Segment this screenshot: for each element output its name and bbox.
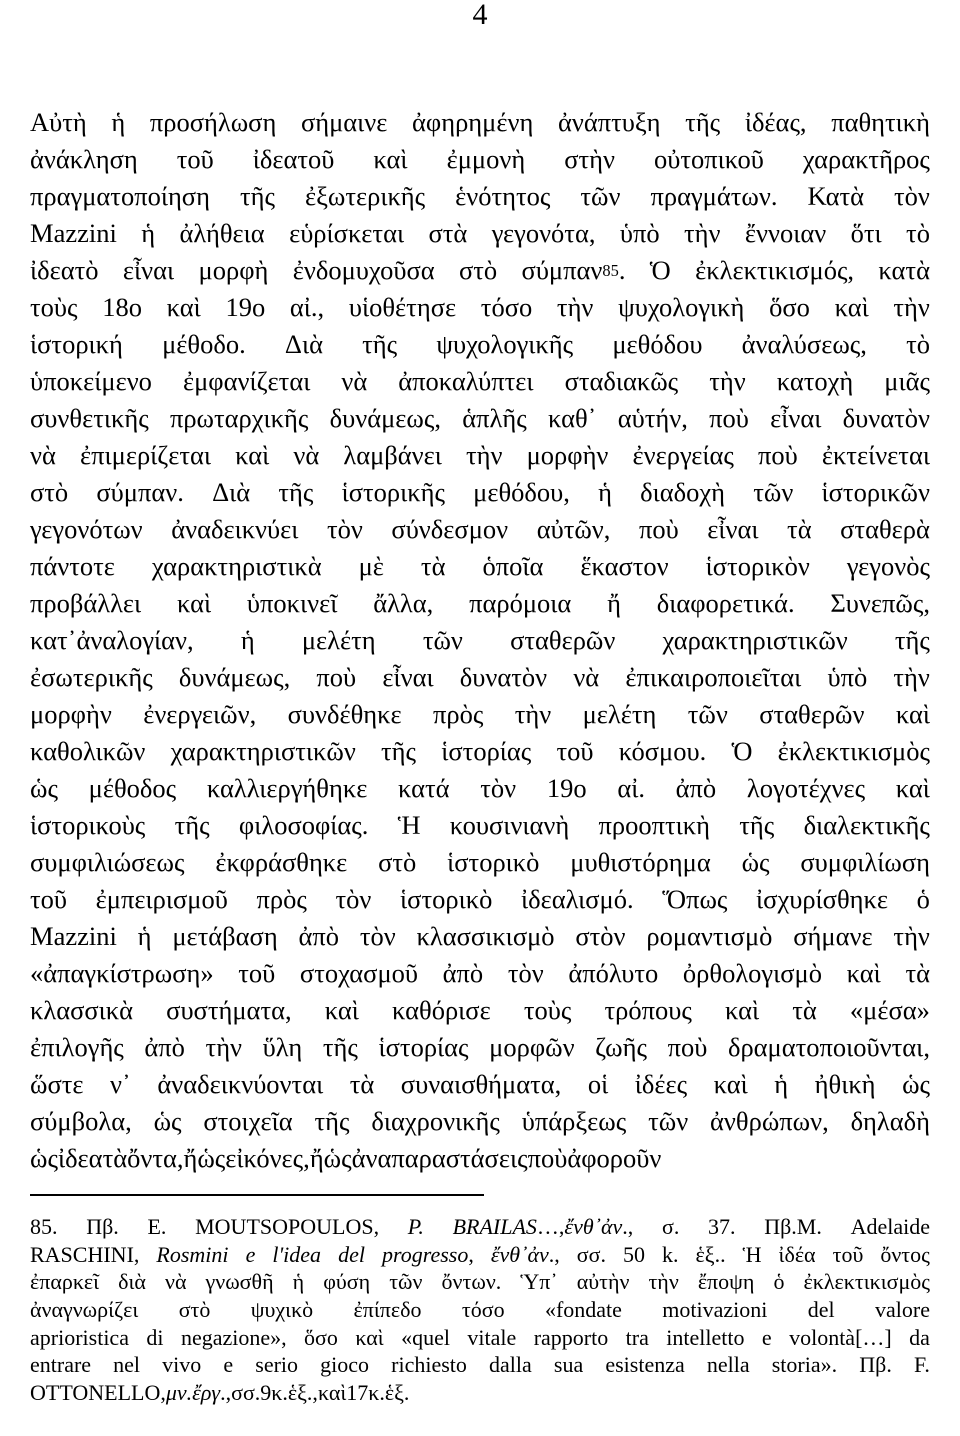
body-line: τοῦ ἐμπειρισμοῦ πρὸς τὸν ἱστορικὸ ἰδεαλισμό. Ὅπως ἰσχυρίσθηκε ὁ [30, 884, 930, 914]
body-line: ὡς μέθοδος καλλιεργήθηκε κατά τὸν 19ο αἰ. ἀπὸ λογοτέχνες καὶ [30, 773, 930, 803]
body-line: συμφιλιώσεως ἐκφράσθηκε στὸ ἱστορικὸ μυθιστόρημα ὡς συμφιλίωση [30, 847, 930, 877]
body-line: νὰ ἐπιμερίζεται καὶ νὰ λαμβάνει τὴν μορφὴν ἐνεργείας ποὺ ἐκτείνεται [30, 440, 930, 470]
body-line: κατ᾽ἀναλογίαν, ἡ μελέτη τῶν σταθερῶν χαρακτηριστικῶν τῆς [30, 625, 930, 655]
body-line: Mazzini ἡ μετάβαση ἀπὸ τὸν κλασσικισμὸ στὸν ρομαντισμὸ σήμανε τὴν [30, 921, 930, 951]
body-line: ἐπιλογῆς ἀπὸ τὴν ὕλη τῆς ἱστορίας μορφῶν ζωῆς ποὺ δραματοποιοῦνται, [30, 1032, 930, 1062]
footnotes [30, 1213, 930, 1407]
footnote-line: RASCHINI, Rosmini e l'idea del progresso, ἔνθ᾽ἀν., σσ. 50 k. ἑξ.. Ἡ ἰδέα τοῦ ὄντος [30, 1241, 930, 1267]
footnote-line: entrare nel vivo e serio gioco richiesto dalla sua esistenza nella storia». Πβ. F. [30, 1352, 930, 1378]
footnote-line: OTTONELLO, μν. ἔργ., σσ. 9 κ. ἑξ., καὶ 17 κ. ἑξ. [30, 1380, 410, 1406]
body-line: καθολικῶν χαρακτηριστικῶν τῆς ἱστορίας τοῦ κόσμου. Ὁ ἐκλεκτικισμὸς [30, 736, 930, 766]
footnote-line: aprioristica di negazione», ὅσο καὶ «quel vitale rapporto tra intelletto e volontà[…] da [30, 1324, 930, 1350]
body-text [30, 104, 930, 1177]
body-line: κλασσικὰ συστήματα, καὶ καθόρισε τοὺς τρόπους καὶ τὰ «μέσα» [30, 995, 930, 1025]
body-line: ἱστορική μέθοδο. Διὰ τῆς ψυχολογικῆς μεθόδου ἀναλύσεως, τὸ [30, 329, 930, 359]
page-number: 4 [472, 0, 488, 31]
footnote-line: 85. Πβ. E. MOUTSOPOULOS, P. BRAILAS…,ἔνθ᾽ἀν., σ. 37. Πβ.M. Adelaide [30, 1214, 930, 1239]
body-line: σύμβολα, ὡς στοιχεῖα τῆς διαχρονικῆς ὑπάρξεως τῶν ἀνθρώπων, δηλαδὴ [30, 1106, 930, 1136]
body-line: γεγονότων ἀναδεικνύει τὸν σύνδεσμον αὐτῶν, ποὺ εἶναι τὰ σταθερὰ [30, 514, 930, 544]
footnote-separator [30, 1194, 484, 1196]
body-line: τοὺς 18ο καὶ 19ο αἰ., υἱοθέτησε τόσο τὴν ψυχολογικὴ ὅσο καὶ τὴν [30, 292, 930, 322]
body-line: Mazzini ἡ ἀλήθεια εὑρίσκεται στὰ γεγονότα, ὑπὸ τὴν ἔννοιαν ὅτι τὸ [30, 218, 930, 248]
body-line: ἱστορικοὺς τῆς φιλοσοφίας. Ἡ κουσινιανὴ προοπτικὴ τῆς διαλεκτικῆς [30, 810, 930, 840]
body-line: «ἀπαγκίστρωση» τοῦ στοχασμοῦ ἀπὸ τὸν ἀπόλυτο ὀρθολογισμὸ καὶ τὰ [30, 958, 930, 988]
footnote-line: ἀναγνωρίζει στὸ ψυχικὸ ἐπίπεδο τόσο «fondate motivazioni del valore [30, 1297, 930, 1323]
body-line: ἐσωτερικῆς δυνάμεως, ποὺ εἶναι δυνατὸν νὰ ἐπικαιροποιεῖται ὑπὸ τὴν [30, 662, 930, 692]
body-line: Αὐτὴ ἡ προσήλωση σήμαινε ἀφηρημένη ἀνάπτυξη τῆς ἰδέας, παθητικὴ [30, 107, 930, 137]
body-line: ὑποκείμενο ἐμφανίζεται νὰ ἀποκαλύπτει σταδιακῶς τὴν κατοχὴ μιᾶς [30, 366, 930, 396]
footnote-line: ἐπαρκεῖ διὰ νὰ γνωσθῆ ἡ φύση τῶν ὄντων. Ὑπ᾽ αὐτὴν τὴν ἔποψη ὁ ἐκλεκτικισμὸς [30, 1269, 930, 1295]
body-line: μορφὴν ἐνεργειῶν, συνδέθηκε πρὸς τὴν μελέτη τῶν σταθερῶν καὶ [30, 699, 930, 729]
body-line: ὡς ἰδεατὰ ὄντα, ἤ ὡς εἰκόνες, ἤ ὡς ἀναπαραστάσεις ποὺ ἀφοροῦν [30, 1143, 662, 1173]
body-line: ἰδεατὸ εἶναι μορφὴ ἐνδομυχοῦσα στὸ σύμπαν$^{85}$. Ὁ ἐκλεκτικισμός, κατὰ [30, 255, 930, 285]
body-line: προβάλλει καὶ ὑποκινεῖ ἄλλα, παρόμοια ἤ διαφορετικά. Συνεπῶς, [30, 588, 930, 618]
body-line: συνθετικῆς πρωταρχικῆς δυνάμεως, ἁπλῆς καθ᾽ αὑτήν, ποὺ εἶναι δυνατὸν [30, 403, 930, 433]
body-line: ἀνάκληση τοῦ ἰδεατοῦ καὶ ἐμμονὴ στὴν οὐτοπικοῦ χαρακτῆρος [30, 144, 930, 174]
body-line: στὸ σύμπαν. Διὰ τῆς ἱστορικῆς μεθόδου, ἡ διαδοχὴ τῶν ἱστορικῶν [30, 477, 930, 507]
body-line: πάντοτε χαρακτηριστικὰ μὲ τὰ ὁποῖα ἕκαστον ἱστορικὸν γεγονὸς [30, 551, 930, 581]
body-line: ὥστε ν᾽ ἀναδεικνύονται τὰ συναισθήματα, οἱ ἰδέες καὶ ἡ ἠθικὴ ὡς [30, 1069, 930, 1099]
body-line: πραγματοποίηση τῆς ἐξωτερικῆς ἑνότητος τῶν πραγμάτων. Κατὰ τὸν [30, 181, 930, 211]
footnote-reference: 85 [602, 260, 619, 280]
